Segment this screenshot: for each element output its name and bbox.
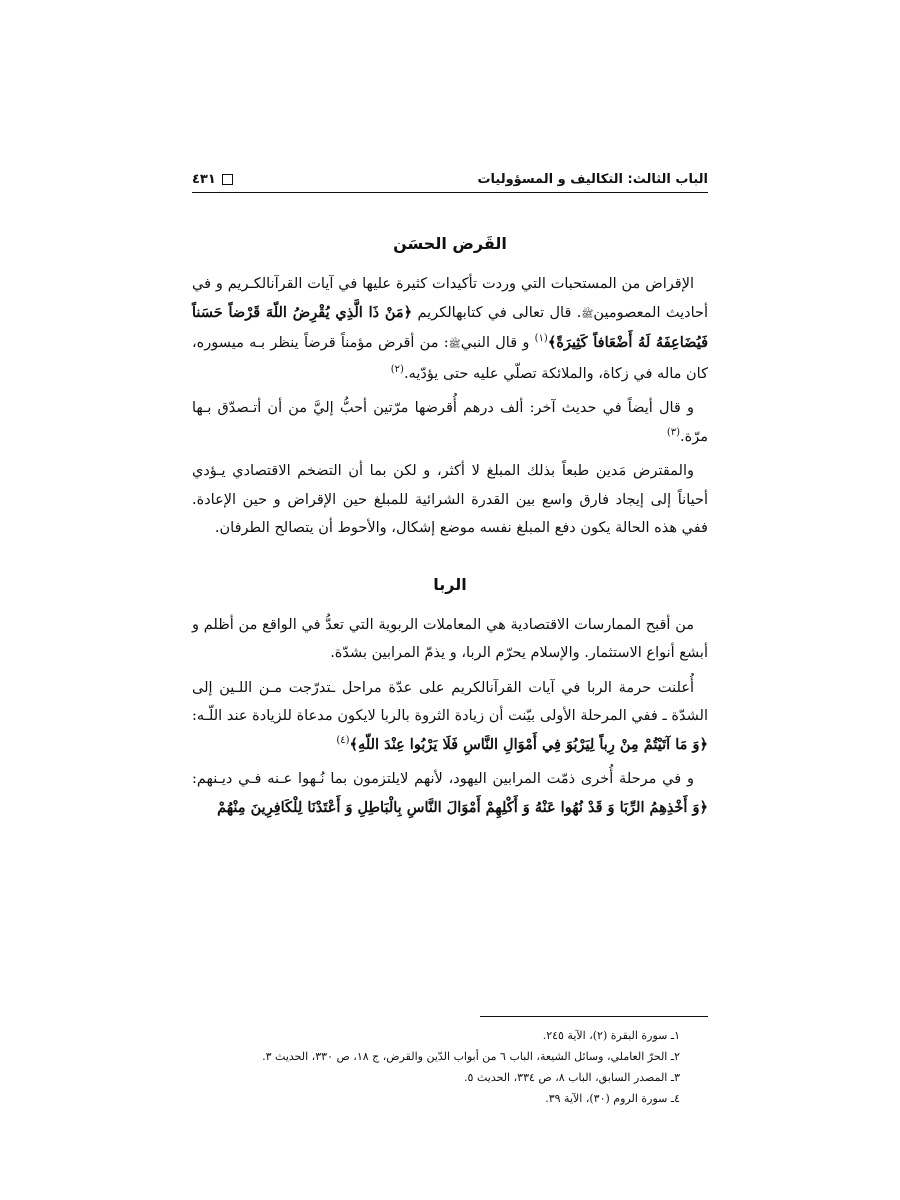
section-title-good-loan: القَرض الحسَن [393, 234, 507, 253]
footnote: ٣ـ المصدر السابق، الباب ٨، ص ٣٣٤، الحديث ٥. [464, 1071, 680, 1084]
honorific-ligature: ﷺ [581, 308, 594, 320]
section-title-usury: الربا [433, 574, 467, 594]
footnote-ref: (٤) [336, 734, 350, 746]
footnote-ref: (١) [534, 333, 548, 345]
paragraph: الإقراض من المستحبات التي وردت تأكيدات كثيرة عليها في آيات القرآنالكـريم و في أحاديث المعصومينﷺ. قال تعالى في كتابهالكريم ﴿مَنْ ذَا الَّذِي يُقْرِضُ اللّهَ قَرْضاً حَسَناً فَيُضَاعِفَهُ لَهُ أَضْعَافاً كَثِيرَةً﴾$^{(١)}$ و قال النبيﷺ: من أقرض مؤمناً قرضاً ينظر بـه ميسوره، كان ماله في زكاة، والملائكة تصلّي عليه حتى يؤدّيه.$^{(٢)}$ [192, 276, 708, 382]
chapter-title: الباب الثالث: التكاليف و المسؤوليات [477, 171, 708, 187]
page-number-group [192, 172, 233, 187]
quran-verse: ﴿وَ أَخْذِهِمُ الرِّبَا وَ قَدْ نُهُوا عَنْهُ وَ أَكْلِهِمْ أَمْوَالَ النَّاسِ بِالْبَاطِلِ وَ أَعْتَدْنَا لِلْكَافِرِينَ مِنْهُمْ [217, 798, 708, 816]
footnote-ref: (٢) [390, 363, 404, 375]
square-icon [222, 174, 233, 185]
footnote: ١ـ سورة البقرة (٢)، الآية ٢٤٥. [542, 1029, 680, 1042]
paragraph: و في مرحلة أُخرى ذمّت المرابين اليهود، لأنهم لايلتزمون بما نُـهوا عـنه فـي ديـنهم: ﴿وَ أَخْذِهِمُ الرِّبَا وَ قَدْ نُهُوا عَنْهُ وَ أَكْلِهِمْ أَمْوَالَ النَّاسِ بِالْبَاطِلِ وَ أَعْتَدْنَا لِلْكَافِرِينَ مِنْهُمْ [192, 771, 708, 816]
running-header [192, 166, 708, 193]
footnote: ٢ـ الحرّ العاملي، وسائل الشيعة، الباب ٦ من أبواب الدّين والقرض، ج ١٨، ص ٣٣٠، الحديث ٣. [262, 1050, 680, 1063]
footnotes [192, 1016, 708, 1109]
footnote-divider [480, 1016, 708, 1017]
quran-verse: ﴿وَ مَا آتَيْتُمْ مِنْ رِباً لِيَرْبُوَ فِي أَمْوَالِ النَّاسِ فَلَا يَرْبُوا عِنْدَ اللّهِ﴾ [349, 735, 708, 753]
footnote: ٤ـ سورة الروم (٣٠)، الآية ٣٩. [545, 1092, 680, 1105]
footnote-ref: (٣) [666, 426, 681, 438]
paragraph: و قال أيضاً في حديث آخر: ألف درهم أُقرضها مرّتين أحبُّ إليَّ من أن أتـصدّق بـها مرّة.$^{(٣)}$ [192, 400, 708, 445]
main-text [192, 232, 708, 828]
quran-verse: ﴿مَنْ ذَا الَّذِي يُقْرِضُ اللّهَ قَرْضاً حَسَناً فَيُضَاعِفَهُ لَهُ أَضْعَافاً كَثِيرَةً﴾ [192, 303, 708, 351]
page-number: ٤٣١ [192, 171, 216, 187]
paragraph: والمقترض مَدين طبعاً بذلك المبلغ لا أكثر، و لكن بما أن التضخم الاقتصادي يـؤدي أحياناً إلى إيجاد فارق واسع بين القدرة الشرائية للمبلغ حين الإقراض و حين الإعادة. ففي هذه الحالة يكون دفع المبلغ نفسه موضع إشكال، والأحوط أن يتصالح الطرفان. [192, 463, 708, 536]
honorific-ligature: ﷺ [448, 339, 461, 350]
paragraph: من أقبح الممارسات الاقتصادية هي المعاملات الربوية التي تعدُّ في الواقع من أظلم و أبشع أنواع الاستثمار. والإسلام يحرّم الربا، و يذمّ المرابين بشدّة. [192, 616, 708, 661]
paragraph: أُعلنت حرمة الربا في آيات القرآنالكريم على عدّة مراحل ـتدرّجت مـن اللـين إلى الشدّة ـ ففي المرحلة الأولى بيّنت أن زيادة الثروة بالربا لايكون مدعاة للزيادة عند اللّـه: ﴿وَ مَا آتَيْتُمْ مِنْ رِباً لِيَرْبُوَ فِي أَمْوَالِ النَّاسِ فَلَا يَرْبُوا عِنْدَ اللّهِ﴾$^{(٤)}$ [192, 679, 708, 753]
